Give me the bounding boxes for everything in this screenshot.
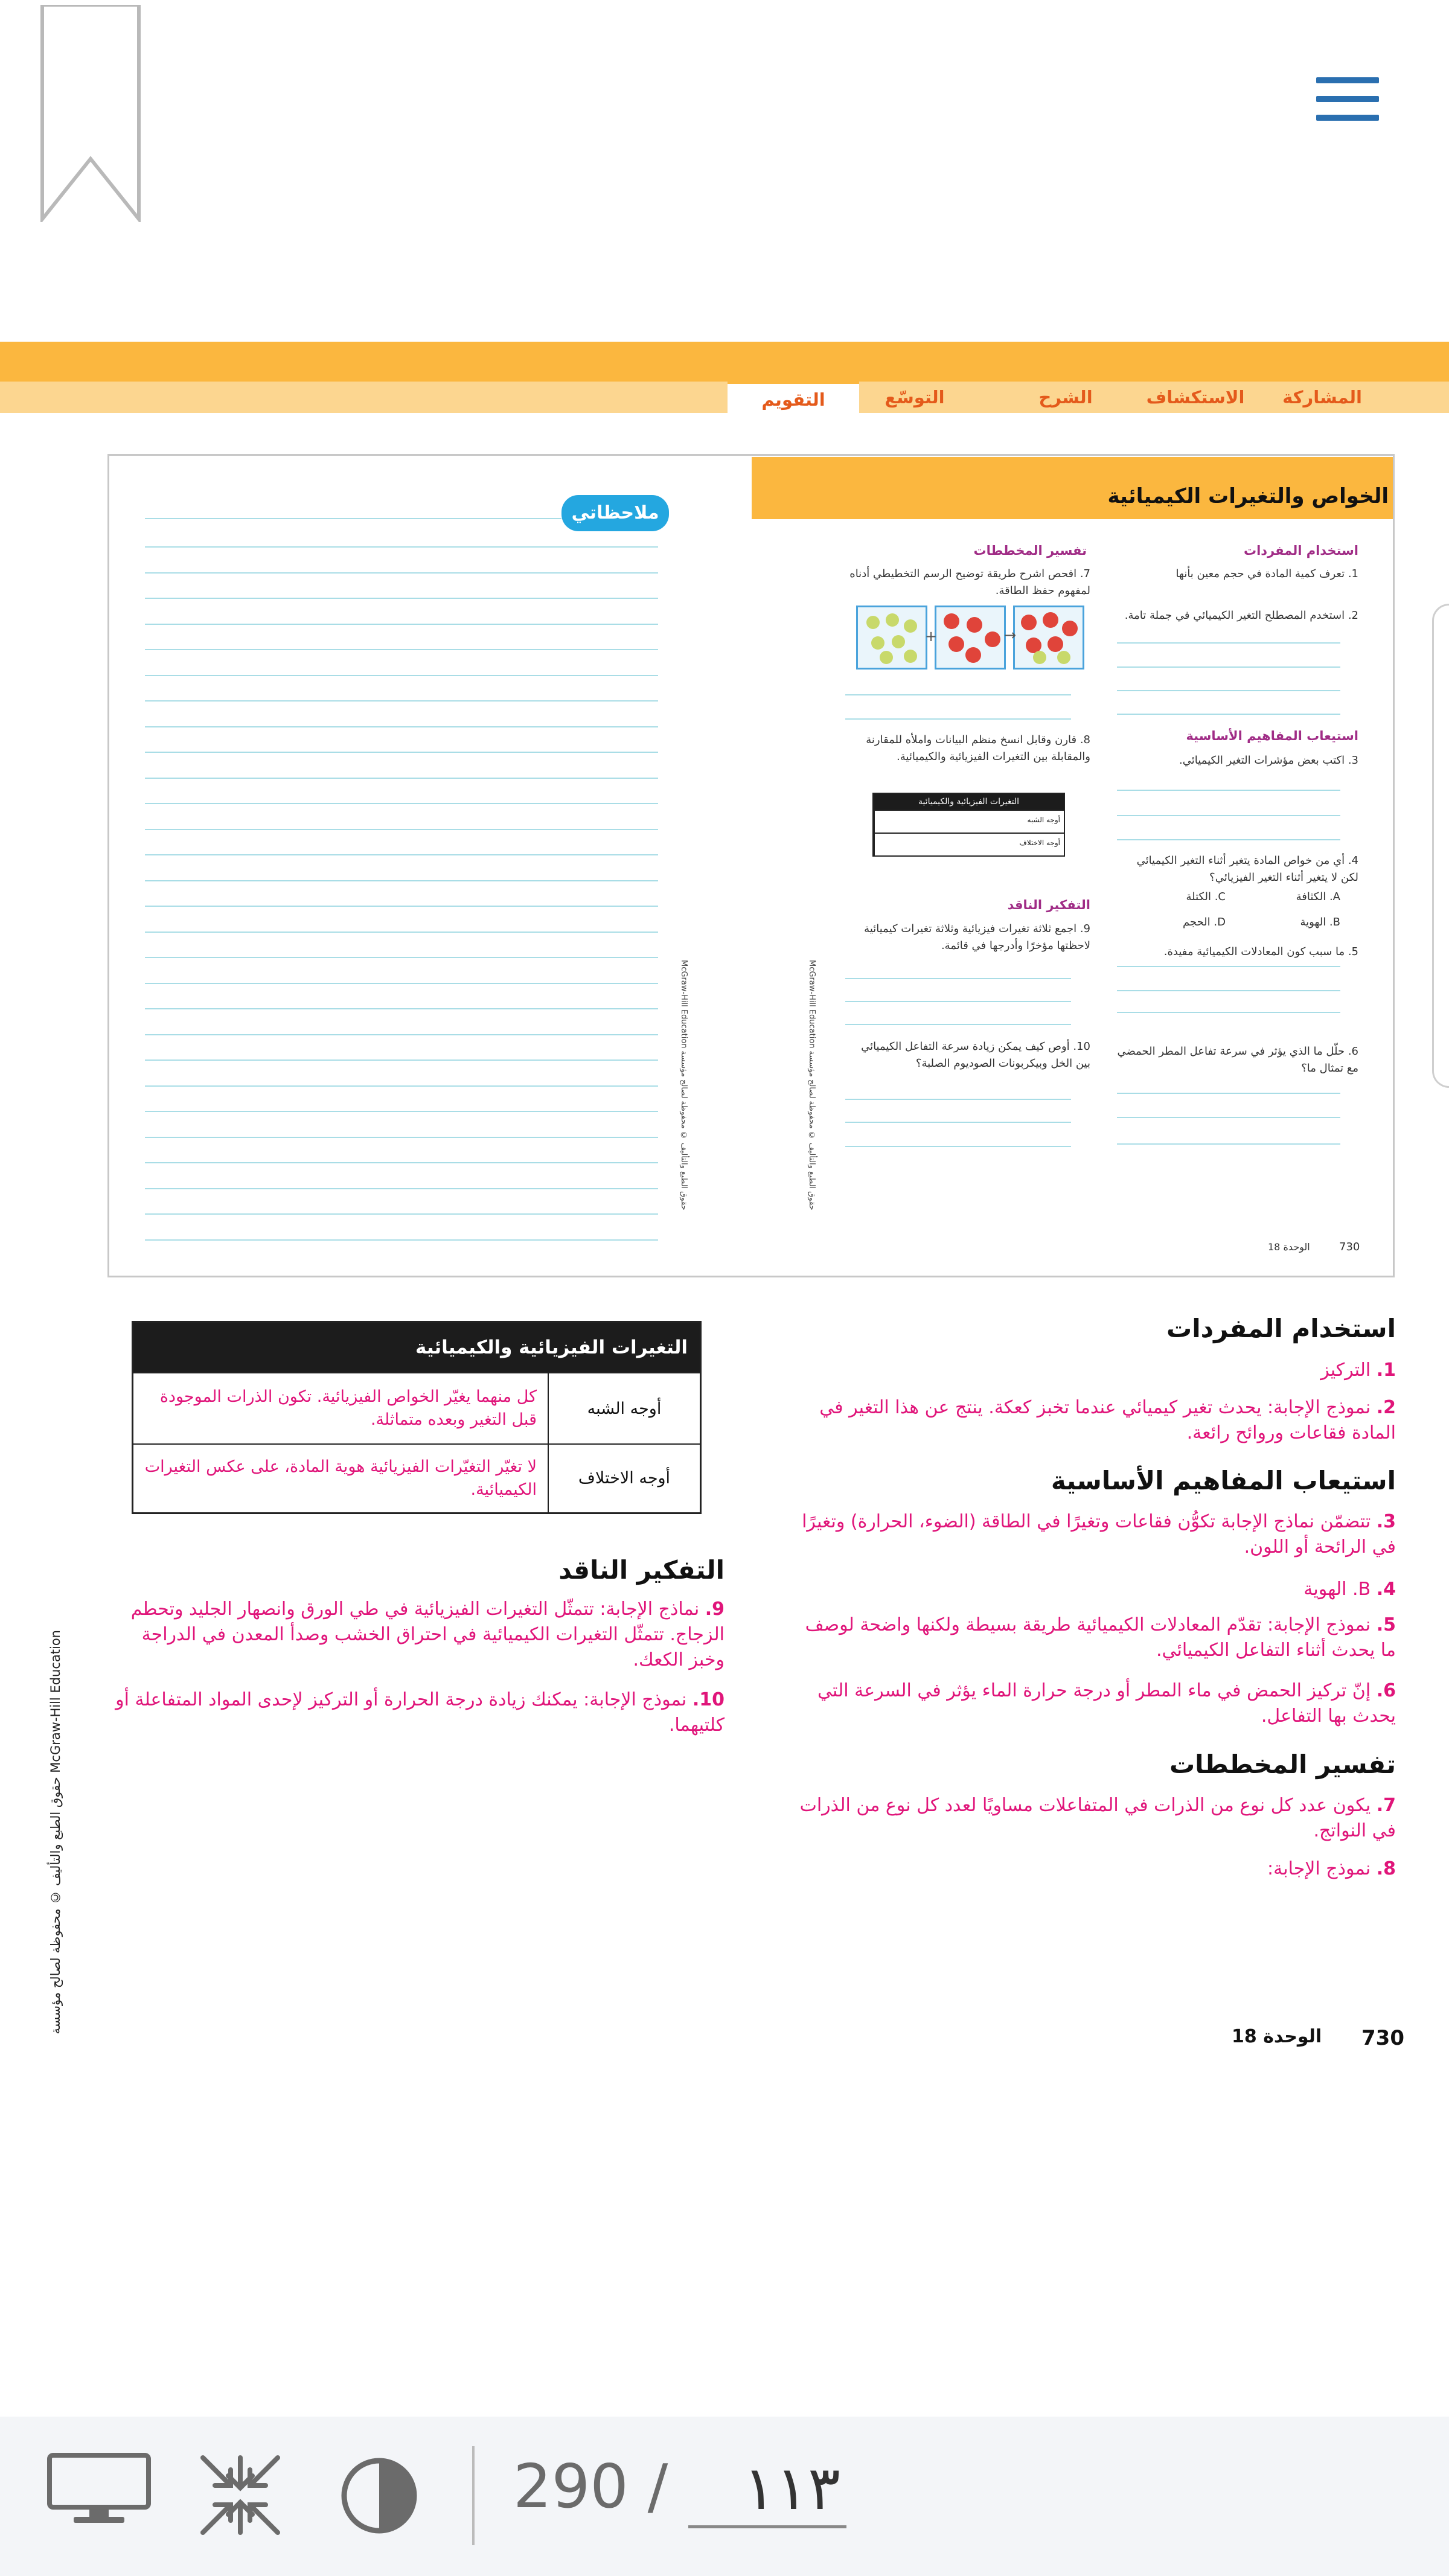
scan-q4-option: A. الكثافة (1296, 890, 1340, 903)
scan-q9: 9. اجمع ثلاثة تغيرات فيزيائية وثلاثة تغيرات كيميائية لاحظتها مؤخرًا وأدرجها في قائمة. (864, 922, 1090, 952)
answer-line (1117, 966, 1340, 967)
contrast-icon[interactable] (339, 2456, 419, 2536)
table-row-value: كل منهما يغيّر الخواص الفيزيائية. تكون الذرات الموجودة قبل التغير وبعده متماثلة. (133, 1373, 549, 1444)
answer-line (845, 1024, 1071, 1025)
answer-text: إنّ تركيز الحمض في ماء المطر أو درجة حرارة الماء يؤثر في السرعة التي يحدث بها التفاعل. (817, 1680, 1396, 1727)
diagram-box-reactant (856, 606, 927, 670)
collapse-arrows-icon[interactable] (199, 2454, 281, 2536)
answer-text: نماذج الإجابة: تتمثّل التغيرات الفيزيائية في طي الورق وانصهار الجليد وتحطم الزجاج. تتمثّل التغيرات الكيميائية في احتراق الخشب وصدأ المعدن في الدراجة وخبز الكعك. (130, 1599, 724, 1670)
tab-elaborate[interactable]: التوسّع (884, 387, 945, 407)
notes-line (145, 906, 658, 907)
answer-text: نموذج الإجابة: (1267, 1858, 1371, 1879)
scan-q6: 6. حلّل ما الذي يؤثر في سرعة تفاعل المطر الحمضي مع تمثال ما؟ (1117, 1045, 1358, 1075)
tab-explain[interactable]: الشرح (1038, 387, 1093, 407)
answer-line (845, 1122, 1071, 1123)
scan-footer-unit: الوحدة 18 (1268, 1241, 1310, 1253)
answer-number: 2. (1376, 1397, 1396, 1418)
scan-q4-option: B. الهوية (1300, 916, 1340, 928)
notes-line (145, 803, 658, 804)
notes-line (145, 778, 658, 779)
total-pages-label: 290 / (513, 2451, 668, 2522)
answer-6 (785, 1678, 1396, 1729)
scan-q4: 4. أي من خواص المادة يتغير أثناء التغير الكيميائي لكن لا يتغير أثناء التغير الفيزيائي؟ (1136, 854, 1358, 884)
notes-badge: ملاحظاتي (561, 495, 669, 531)
answer-line (845, 694, 1071, 695)
answer-number: 1. (1376, 1360, 1396, 1381)
answers-heading-diagrams: تفسير المخططات (1169, 1750, 1396, 1779)
answer-line (1117, 666, 1340, 668)
copyright-vertical: حقوق الطبع والتأليف © محفوظة لصالح مؤسسة McGraw-Hill Education (48, 1630, 63, 2034)
bookmark-icon[interactable] (36, 5, 145, 222)
scan-q2: 2. استخدم المصطلح التغير الكيميائي في جملة تامة. (1124, 609, 1358, 622)
answer-1 (785, 1358, 1396, 1383)
scan-q5: 5. ما سبب كون المعادلات الكيميائية مفيدة. (1163, 945, 1358, 958)
answer-line (1117, 690, 1340, 691)
answer-line (845, 978, 1071, 979)
notes-line (145, 752, 658, 753)
mini-table-title: التغيرات الفيزيائية والكيميائية (874, 794, 1064, 810)
notes-line (145, 700, 658, 702)
answer-number: 4. (1376, 1579, 1396, 1600)
answers-heading-critical: التفكير الناقد (558, 1555, 724, 1585)
table-row-value: لا تغيّر التغيّرات الفيزيائية هوية المادة، على عكس التغيرات الكيميائية. (133, 1444, 549, 1513)
chapter-banner (0, 342, 1449, 382)
page-number-input[interactable] (688, 2451, 846, 2528)
notes-line (145, 518, 561, 519)
notes-line (145, 1213, 658, 1215)
answers-heading-concepts: استيعاب المفاهيم الأساسية (1051, 1466, 1396, 1495)
answer-line (1117, 1117, 1340, 1118)
answer-number: 10. (692, 1689, 724, 1710)
answer-line (845, 1146, 1071, 1147)
scan-vertical-copyright: McGraw-Hill Education حقوق الطبع والتأليف © محفوظة لصالح مؤسسة (679, 960, 688, 1210)
answer-line (1117, 1093, 1340, 1094)
scan-q10: 10. أوص كيف يمكن زيادة سرعة التفاعل الكيميائي بين الخل وبيكربونات الصوديوم الصلبة؟ (861, 1040, 1090, 1070)
answer-number: 9. (705, 1599, 724, 1620)
scan-heading-diagrams: تفسير المخططات (973, 543, 1087, 558)
table-row (133, 1373, 701, 1444)
arrow-right-icon: → (1004, 627, 1017, 644)
answer-number: 3. (1376, 1511, 1396, 1532)
tab-evaluate[interactable]: التقويم (728, 382, 859, 415)
tab-explore[interactable]: الاستكشاف (1146, 387, 1245, 407)
notes-line (145, 1137, 658, 1138)
scan-mini-table (872, 793, 1065, 857)
notes-line (145, 624, 658, 625)
answer-line (1117, 790, 1340, 791)
answer-number: 5. (1376, 1614, 1396, 1635)
scan-vertical-copyright-2: McGraw-Hill Education حقوق الطبع والتأليف © محفوظة لصالح مؤسسة (807, 960, 816, 1210)
notes-line (145, 854, 658, 855)
answer-text: تتضمّن نماذج الإجابة تكوُّن فقاعات وتغيرًا في الطاقة (الضوء، الحرارة) وتغيرًا في الرائحة أو اللون. (802, 1511, 1396, 1558)
table-row-label: أوجه الشبه (548, 1373, 701, 1444)
answer-5 (785, 1612, 1396, 1663)
answer-number: 6. (1376, 1680, 1396, 1701)
toolbar-divider (472, 2446, 475, 2545)
answer-text: يكون عدد كل نوع من الذرات في المتفاعلات مساويًا لعدد كل نوع من الذرات في النواتج. (799, 1795, 1396, 1841)
scan-q1: 1. تعرف كمية المادة في حجم معين بأنها (1176, 567, 1358, 580)
changes-comparison-table (132, 1321, 702, 1514)
answer-line (845, 1099, 1071, 1100)
answer-8 (785, 1856, 1396, 1882)
notes-line (145, 572, 658, 574)
scan-heading-concepts: استيعاب المفاهيم الأساسية (1186, 729, 1358, 743)
answer-line (1117, 714, 1340, 715)
answer-line (1117, 839, 1340, 840)
scan-title: الخواص والتغيرات الكيميائية (1107, 484, 1389, 508)
notes-line (145, 1034, 658, 1035)
answer-line (845, 718, 1071, 720)
answer-number: 8. (1376, 1858, 1396, 1879)
notes-line (145, 649, 658, 650)
scan-q4-option: D. الحجم (1182, 916, 1226, 928)
notes-line (145, 1085, 658, 1087)
notes-line (145, 1239, 658, 1241)
tab-engage[interactable]: المشاركة (1282, 387, 1362, 407)
answer-text: نموذج الإجابة: تقدّم المعادلات الكيميائية طريقة بسيطة ولكنها واضحة لوصف ما يحدث أثناء التفاعل الكيميائي. (805, 1614, 1396, 1661)
notes-line (145, 598, 658, 599)
scan-q4-option: C. الكتلة (1186, 890, 1226, 903)
answer-line (1117, 642, 1340, 644)
notes-line (145, 957, 658, 958)
answer-4 (785, 1577, 1396, 1602)
answer-line (1117, 1143, 1340, 1145)
notes-line (145, 880, 658, 881)
mini-table-row-label: أوجه الاختلاف (1019, 839, 1060, 847)
notes-line (145, 726, 658, 727)
table-row-label: أوجه الاختلاف (548, 1444, 701, 1513)
scan-heading-vocab: استخدام المفردات (1243, 543, 1358, 558)
answer-line (845, 1001, 1071, 1002)
footer-unit: الوحدة 18 (1232, 2026, 1322, 2047)
diagram-box-product (1013, 606, 1084, 670)
hamburger-menu-icon[interactable] (1316, 77, 1379, 123)
table-title: التغيرات الفيزيائية والكيميائية (133, 1322, 701, 1373)
table-row (133, 1444, 701, 1513)
diagram-box-reactant-2 (935, 606, 1006, 670)
mini-table-row-label: أوجه الشبه (1027, 816, 1060, 824)
scan-heading-critical: التفكير الناقد (1007, 898, 1090, 912)
notes-line (145, 932, 658, 933)
answer-7 (785, 1793, 1396, 1844)
answer-line (1117, 990, 1340, 991)
answer-10 (109, 1687, 724, 1738)
monitor-icon[interactable] (47, 2453, 151, 2525)
answer-9 (109, 1597, 724, 1673)
notes-line (145, 1111, 658, 1112)
answers-heading-vocab: استخدام المفردات (1166, 1314, 1396, 1343)
scan-q7: 7. افحص اشرح طريقة توضيح الرسم التخطيطي أدناه لمفهوم حفظ الطاقة. (849, 567, 1090, 597)
scan-footer-page: 730 (1339, 1241, 1360, 1253)
answer-3 (785, 1509, 1396, 1560)
notes-line (145, 546, 658, 548)
notes-line (145, 1008, 658, 1009)
answer-line (1117, 1012, 1340, 1013)
notes-line (145, 675, 658, 676)
footer-page-number: 730 (1361, 2026, 1404, 2050)
answer-text: نموذج الإجابة: يمكنك زيادة درجة الحرارة أو التركيز لإحدى المواد المتفاعلة أو كلتيهما. (115, 1689, 724, 1736)
answer-text: التركيز (1320, 1360, 1371, 1381)
answer-number: 7. (1376, 1795, 1396, 1816)
notes-line (145, 1162, 658, 1163)
answer-line (1117, 815, 1340, 816)
scan-q3: 3. اكتب بعض مؤشرات التغير الكيميائي. (1179, 754, 1358, 767)
notes-line (145, 1188, 658, 1189)
notes-line (145, 983, 658, 984)
notes-line (145, 1059, 658, 1061)
plus-sign-icon: + (925, 628, 938, 645)
answer-text: نموذج الإجابة: يحدث تغير كيميائي عندما تخبز كعكة. ينتج عن هذا التغير في المادة فقاعات وروائح رائعة. (819, 1397, 1396, 1443)
answer-2 (785, 1395, 1396, 1446)
answer-text: B. الهوية (1303, 1579, 1371, 1600)
scan-q8: 8. قارن وقابل انسخ منظم البيانات واملأه للمقارنة والمقابلة بين التغيرات الفيزيائية والكيميائية. (866, 733, 1090, 763)
side-drawer-handle[interactable] (1432, 604, 1449, 1088)
notes-line (145, 829, 658, 830)
